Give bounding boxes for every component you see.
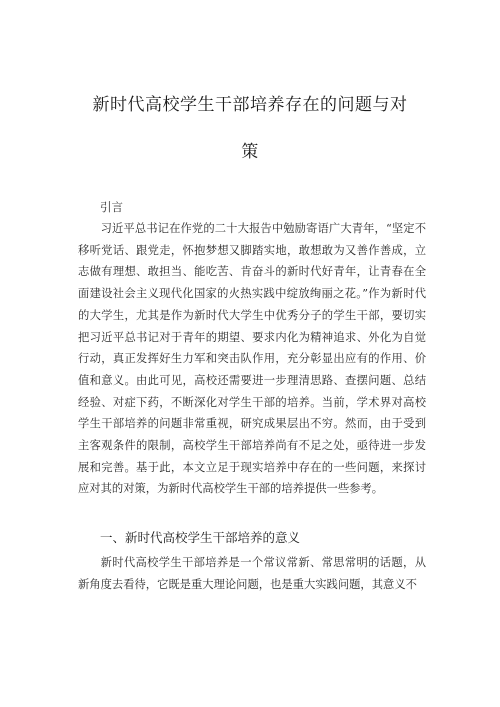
section-paragraph: 新时代高校学生干部培养是一个常议常新、常思常明的话题，从新角度去看待，它既是重大理论问题，也是重大实践问题，其意义不 — [78, 556, 426, 591]
section-heading: 一、新时代高校学生干部培养的意义 — [100, 530, 301, 545]
intro-label: 引言 — [100, 200, 123, 214]
intro-paragraph: 习近平总书记在作党的二十大报告中勉励寄语广大青年，“坚定不移听党话、跟党走，怀抱梦想又脚踏实地，敢想敢为又善作善成，立志做有理想、敢担当、能吃苦、肯奋斗的新时代好青年，让青春在全面建设社会主义现代化国家的火热实践中绽放绚丽之花。”作为新时代的大学生，尤其是作为新时代大学生中优秀分子的学生干部，要切实把习近平总书记对于青年的期望、要求内化为精神追求、外化为自觉行动，真正发挥好生力军和突击队作用，充分彰显出应有的作用、价值和意义。由此可见，高校还需要进一步理清思路、查摆问题、总结经验、对症下药，不断深化对学生干部的培养。当前，学术界对高校学生干部培养的问题非常重视，研究成果层出不穷。然而，由于受到主客观条件的限制，高校学生干部培养尚有不足之处，亟待进一步发展和完善。基于此，本文立足于现实培养中存在的一些问题，来探讨应对其的对策，为新时代高校学生干部的培养提供一些参考。 — [78, 222, 426, 496]
document-title-line-2: 策 — [241, 142, 259, 162]
document-title-line-1: 新时代高校学生干部培养存在的问题与对 — [92, 95, 408, 115]
